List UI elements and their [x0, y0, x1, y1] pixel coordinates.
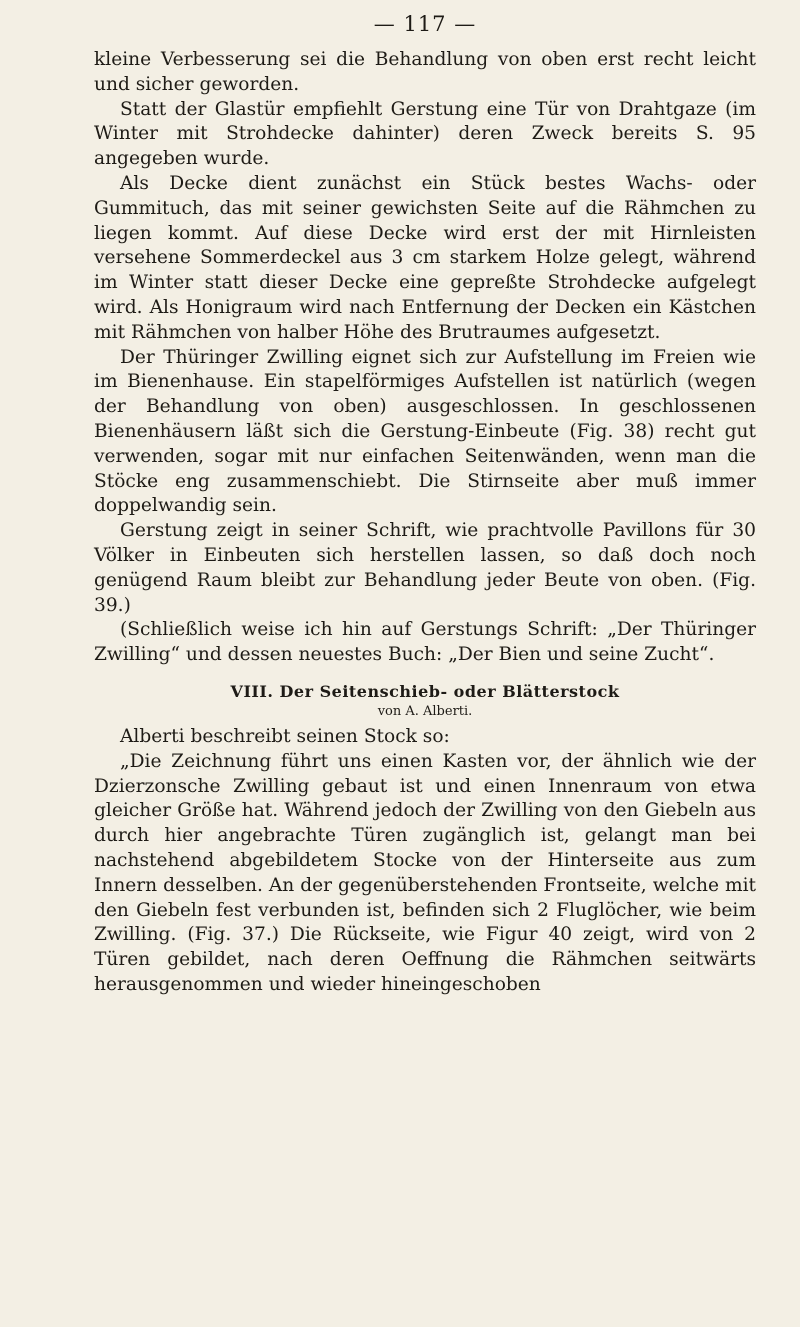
- paragraph: kleine Verbesserung sei die Behandlung von oben erst recht leicht und sicher geworden.: [94, 49, 756, 95]
- section-byline: von A. Alberti.: [377, 703, 473, 719]
- paragraph: „Die Zeichnung führt uns einen Kasten vor, der ähnlich wie der Dzierzonsche Zwilling gebaut ist und einen Innenraum von etwa gleicher Größe hat. Während jedoch der Zwilling von den Giebeln aus durch hier angebrachte Türen zugänglich ist, gelangt man bei nachstehend abgebildetem Stocke von der Hinterseite aus zum Innern desselben. An der gegenüberstehenden Frontseite, welche mit den Giebeln fest verbunden ist, befinden sich 2 Fluglöcher, wie beim Zwilling. (Fig. 37.) Die Rückseite, wie Figur 40 zeigt, wird von 2 Türen gebildet, nach deren Oeffnung die Rähmchen seitwärts herausgenommen und wieder hineingeschoben: [94, 750, 756, 995]
- paragraph: (Schließlich weise ich hin auf Gerstungs Schrift: „Der Thüringer Zwilling“ und dessen neuestes Buch: „Der Bien und seine Zucht“.: [94, 619, 756, 666]
- section-heading: VIII. Der Seitenschieb- oder Blätterstock: [230, 681, 620, 701]
- paragraph: Der Thüringer Zwilling eignet sich zur Aufstellung im Freien wie im Bienenhause. Ein stapelförmiges Aufstellen ist natürlich (wegen der Behandlung von oben) ausgeschlossen. In geschlossenen Bienenhäusern läßt sich die Gerstung-Einbeute (Fig. 38) recht gut verwenden, sogar mit nur einfachen Seitenwänden, wenn man die Stöcke eng zusammenschiebt. Die Stirnseite aber muß immer doppelwandig sein.: [94, 346, 756, 517]
- paragraph: Gerstung zeigt in seiner Schrift, wie prachtvolle Pavillons für 30 Völker in Einbeuten sich herstellen lassen, so daß doch noch genügend Raum bleibt zur Behandlung jeder Beute von oben. (Fig. 39.): [94, 520, 756, 616]
- paragraph: Statt der Glastür empfiehlt Gerstung eine Tür von Drahtgaze (im Winter mit Strohdecke dahinter) deren Zweck bereits S. 95 angegeben wurde.: [94, 98, 756, 170]
- body-text: [94, 48, 756, 998]
- page-number-header: — 117 —: [373, 12, 477, 36]
- paragraph: Alberti beschreibt seinen Stock so:: [120, 725, 450, 747]
- paragraph: Als Decke dient zunächst ein Stück bestes Wachs- oder Gummituch, das mit seiner gewichsten Seite auf die Rähmchen zu liegen kommt. Auf diese Decke wird erst der mit Hirnleisten versehene Sommerdeckel aus 3 cm starkem Holze gelegt, während im Winter statt dieser Decke eine gepreßte Strohdecke aufgelegt wird. Als Honigraum wird nach Entfernung der Decken ein Kästchen mit Rähmchen von halber Höhe des Brutraumes aufgesetzt.: [94, 172, 756, 343]
